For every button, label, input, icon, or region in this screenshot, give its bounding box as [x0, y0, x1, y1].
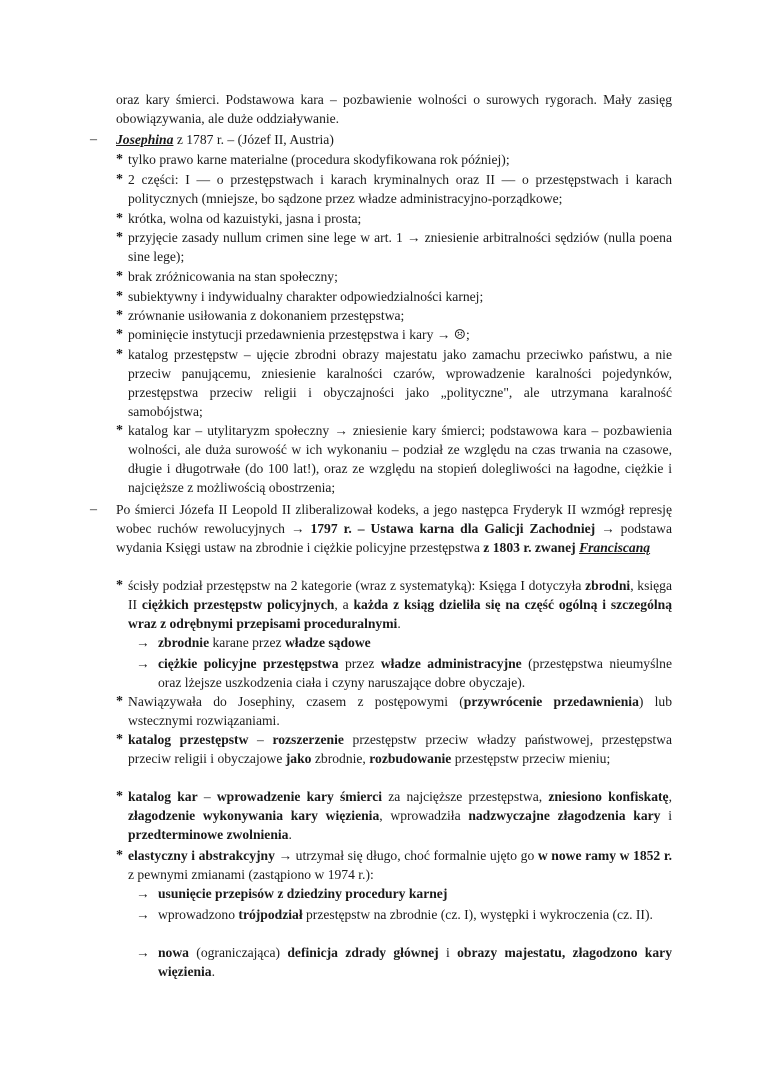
text-run: ścisły podział przestępstw na 2 kategorie (wraz z systematyką): Księga I dotyczyła	[128, 578, 586, 593]
star-bullet: *	[116, 230, 123, 245]
franciscana-item-text	[128, 846, 672, 884]
star-bullet: *	[116, 211, 123, 226]
josephina-item-text: subiektywny i indywidualny charakter odpowiedzialności karnej;	[128, 289, 484, 304]
josephina-item	[116, 306, 672, 325]
text-run: (przestępstwa nieumyślne oraz lżejsze uszkodzenia ciała i czyny naruszające dobre obyczaje).	[158, 656, 672, 690]
text-run: , księga II	[128, 578, 672, 612]
josephina-item	[116, 345, 672, 421]
bold-run: zbrodni	[585, 578, 631, 593]
text-run: –	[248, 732, 273, 747]
franciscana-item-text	[128, 730, 672, 768]
text-run: ) lub wstecznymi rozwiązaniami.	[128, 694, 673, 728]
star-bullet: *	[116, 578, 123, 593]
josephina-item-text: katalog przestępstw – ujęcie zbrodni obrazy majestatu jako zamachu przeciwko państwu, a nie przeciw panującemu, zniesienie karalności czarów, wprowadzenie karalności pojedynków, przestępstwa przeciw religii i obyczajności jako „polityczne", ale utrzymana karalność samobójstwa;	[128, 347, 672, 419]
text-run: Nawiązywała do Josephiny, czasem z postępowymi (	[128, 694, 464, 709]
bold-run: rozbudowanie	[369, 751, 452, 766]
bold-run: ciężkich przestępstw policyjnych	[141, 597, 335, 612]
josephina-item	[116, 421, 672, 497]
star-bullet: *	[116, 327, 123, 342]
bold-run: zbrodnie	[158, 635, 210, 650]
star-bullet: *	[116, 308, 123, 323]
text-run: i	[438, 945, 458, 960]
dash-bullet: –	[90, 502, 97, 517]
josephina-item-text: tylko prawo karne materialne (procedura skodyfikowana rok później);	[128, 152, 510, 167]
star-bullet: *	[116, 789, 123, 804]
bold-run: obrazy majestatu, złagodzono kary więzienia	[158, 945, 672, 979]
star-bullet: *	[116, 152, 123, 167]
bold-run: rozszerzenie	[272, 732, 344, 747]
josephina-item	[116, 287, 672, 306]
franciscana-title: Franciscaną	[579, 540, 651, 555]
text-run: , a	[334, 597, 354, 612]
franciscana-item	[116, 576, 672, 633]
text-run: i	[660, 808, 672, 823]
arrow-bullet: →	[136, 907, 150, 922]
josephina-item	[116, 150, 672, 169]
franciscana-intro	[116, 500, 672, 557]
josephina-item	[116, 209, 672, 228]
text-run: za najcięższe przestępstwa,	[382, 789, 549, 804]
arrow-bullet: →	[136, 945, 150, 960]
text-run: .	[288, 827, 292, 842]
arrow-bullet: →	[136, 656, 150, 671]
dash-bullet: –	[90, 132, 97, 147]
josephina-item	[116, 228, 672, 266]
subitem-text	[158, 943, 672, 981]
bold-run: złagodzenie wykonywania kary więzienia	[128, 808, 380, 823]
franciscana-item-text	[128, 787, 672, 844]
bold-run: wprowadzenie kary śmierci	[216, 789, 383, 804]
star-bullet: *	[116, 848, 123, 863]
star-bullet: *	[116, 172, 123, 187]
text-run: , wprowadziła	[379, 808, 469, 823]
josephina-heading-rest: z 1787 r. – (Józef II, Austria)	[173, 132, 334, 147]
josephina-item	[116, 170, 672, 208]
star-bullet: *	[116, 423, 123, 438]
franciscana-item	[116, 787, 672, 844]
josephina-item-text: przyjęcie zasady nullum crimen sine lege w art. 1 → zniesienie arbitralności sędziów (nulla poena sine lege);	[128, 230, 672, 264]
josephina-item	[116, 325, 672, 344]
franciscana-subitem	[136, 884, 672, 903]
bold-run: przywrócenie przedawnienia	[463, 694, 639, 709]
bold-run: w nowe ramy w 1852 r.	[537, 848, 672, 863]
text-run: .	[211, 964, 216, 979]
franciscana-subitem	[136, 943, 672, 981]
bold-run: definicja zdrady głównej	[287, 945, 439, 960]
subitem-text	[158, 884, 672, 903]
bold-run: ciężkie policyjne przestępstwa	[158, 656, 339, 671]
bold-run: przedterminowe zwolnienia	[128, 827, 289, 842]
subitem-text	[158, 654, 672, 692]
arrow-bullet: →	[136, 886, 150, 901]
text-run: (ograniczająca)	[188, 945, 288, 960]
text-run: przestępstw przeciw mieniu;	[451, 751, 611, 766]
josephina-item-text: 2 części: I — o przestępstwach i karach kryminalnych oraz II — o przestępstwach i karach politycznych (mniejsze, bo sądzone przez władze administracyjno-porządkowe;	[128, 172, 672, 206]
star-bullet: *	[116, 289, 123, 304]
star-bullet: *	[116, 347, 123, 362]
franciscana-subitem	[136, 633, 672, 652]
bold-run: jako	[285, 751, 312, 766]
bold-run: zniesiono konfiskatę	[548, 789, 669, 804]
star-bullet: *	[116, 694, 123, 709]
josephina-item	[116, 267, 672, 286]
bold-run: katalog przestępstw	[128, 732, 249, 747]
josephina-item-text: katalog kar – utylitaryzm społeczny → zniesienie kary śmierci; podstawowa kara – pozbawienia wolności, ale duża surowość w ich wykonaniu – podział ze względu na czas trwania na czasowe, długie i długotrwałe (do 100 lat!), oraz ze względu na stopień dolegliwości na łagodne, ciężkie i najcięższe z możliwością obostrzenia;	[128, 423, 672, 495]
bold-run: władze sądowe	[284, 635, 371, 650]
josephina-title: Josephina	[116, 132, 174, 147]
ustawa-karna-1797: 1797 r. – Ustawa karna dla Galicji Zachodniej	[310, 521, 596, 536]
text-run: → utrzymał się długo, choć formalnie ujęto go	[274, 848, 538, 863]
franciscana-item	[116, 846, 672, 884]
bold-run: władze administracyjne	[380, 656, 522, 671]
text-run: –	[197, 789, 217, 804]
star-bullet: *	[116, 269, 123, 284]
intro-paragraph	[116, 90, 672, 128]
josephina-item-text: zrównanie usiłowania z dokonaniem przestępstwa;	[128, 308, 405, 323]
franciscana-subitem	[136, 905, 672, 924]
text-run: .	[397, 616, 401, 631]
text-run: z pewnymi zmianami (zastąpiono w 1974 r.):	[128, 867, 374, 882]
subitem-text	[158, 905, 672, 924]
franciscana-year: z 1803 r. zwanej	[483, 540, 580, 555]
text-run: przestępstw przeciw władzy państwowej, przestępstwa przeciw religii i obyczajowe	[128, 732, 672, 766]
arrow-bullet: →	[136, 635, 150, 650]
text-run: karane przez	[209, 635, 285, 650]
franciscana-item-text	[128, 692, 672, 730]
intro-text: oraz kary śmierci. Podstawowa kara – pozbawienie wolności o surowych rygorach. Mały zasięg obowiązywania, ale duże oddziaływanie.	[116, 92, 672, 126]
bold-run: każda z ksiąg dzieliła się na część ogólną i szczególną wraz z odrębnymi przepisami proceduralnymi	[128, 597, 672, 631]
text-run: przez	[338, 656, 381, 671]
josephina-item-text: brak zróżnicowania na stan społeczny;	[128, 269, 338, 284]
bold-run: nowa	[158, 945, 189, 960]
bold-run: trójpodział	[238, 907, 303, 922]
franciscana-item-text	[128, 576, 672, 633]
franciscana-item	[116, 730, 672, 768]
franciscana-intro-text-2: → podstawa wydania Księgi ustaw na zbrodnie i ciężkie policyjne przestępstwa	[116, 521, 673, 555]
bold-run: usunięcie przepisów z dziedziny procedury karnej	[158, 886, 448, 901]
bold-run: nadzwyczajne złagodzenia kary	[468, 808, 661, 823]
bold-run: elastyczny i abstrakcyjny	[128, 848, 275, 863]
text-run: wprowadzono	[158, 907, 239, 922]
franciscana-item	[116, 692, 672, 730]
josephina-heading	[116, 130, 672, 149]
star-bullet: *	[116, 732, 123, 747]
josephina-item-text: pominięcie instytucji przedawnienia przestępstwa i kary → ☹;	[128, 327, 470, 342]
text-run: ,	[668, 789, 673, 804]
text-run: przestępstw na zbrodnie (cz. I), występki i wykroczenia (cz. II).	[302, 907, 653, 922]
franciscana-intro-text: Po śmierci Józefa II Leopold II zliberalizował kodeks, a jego następca Fryderyk II wzmógł represję wobec ruchów rewolucyjnych →	[116, 502, 672, 536]
bold-run: katalog kar	[128, 789, 198, 804]
franciscana-subitem	[136, 654, 672, 692]
subitem-text	[158, 633, 672, 652]
josephina-item-text: krótka, wolna od kazuistyki, jasna i prosta;	[128, 211, 362, 226]
text-run: zbrodnie,	[311, 751, 370, 766]
